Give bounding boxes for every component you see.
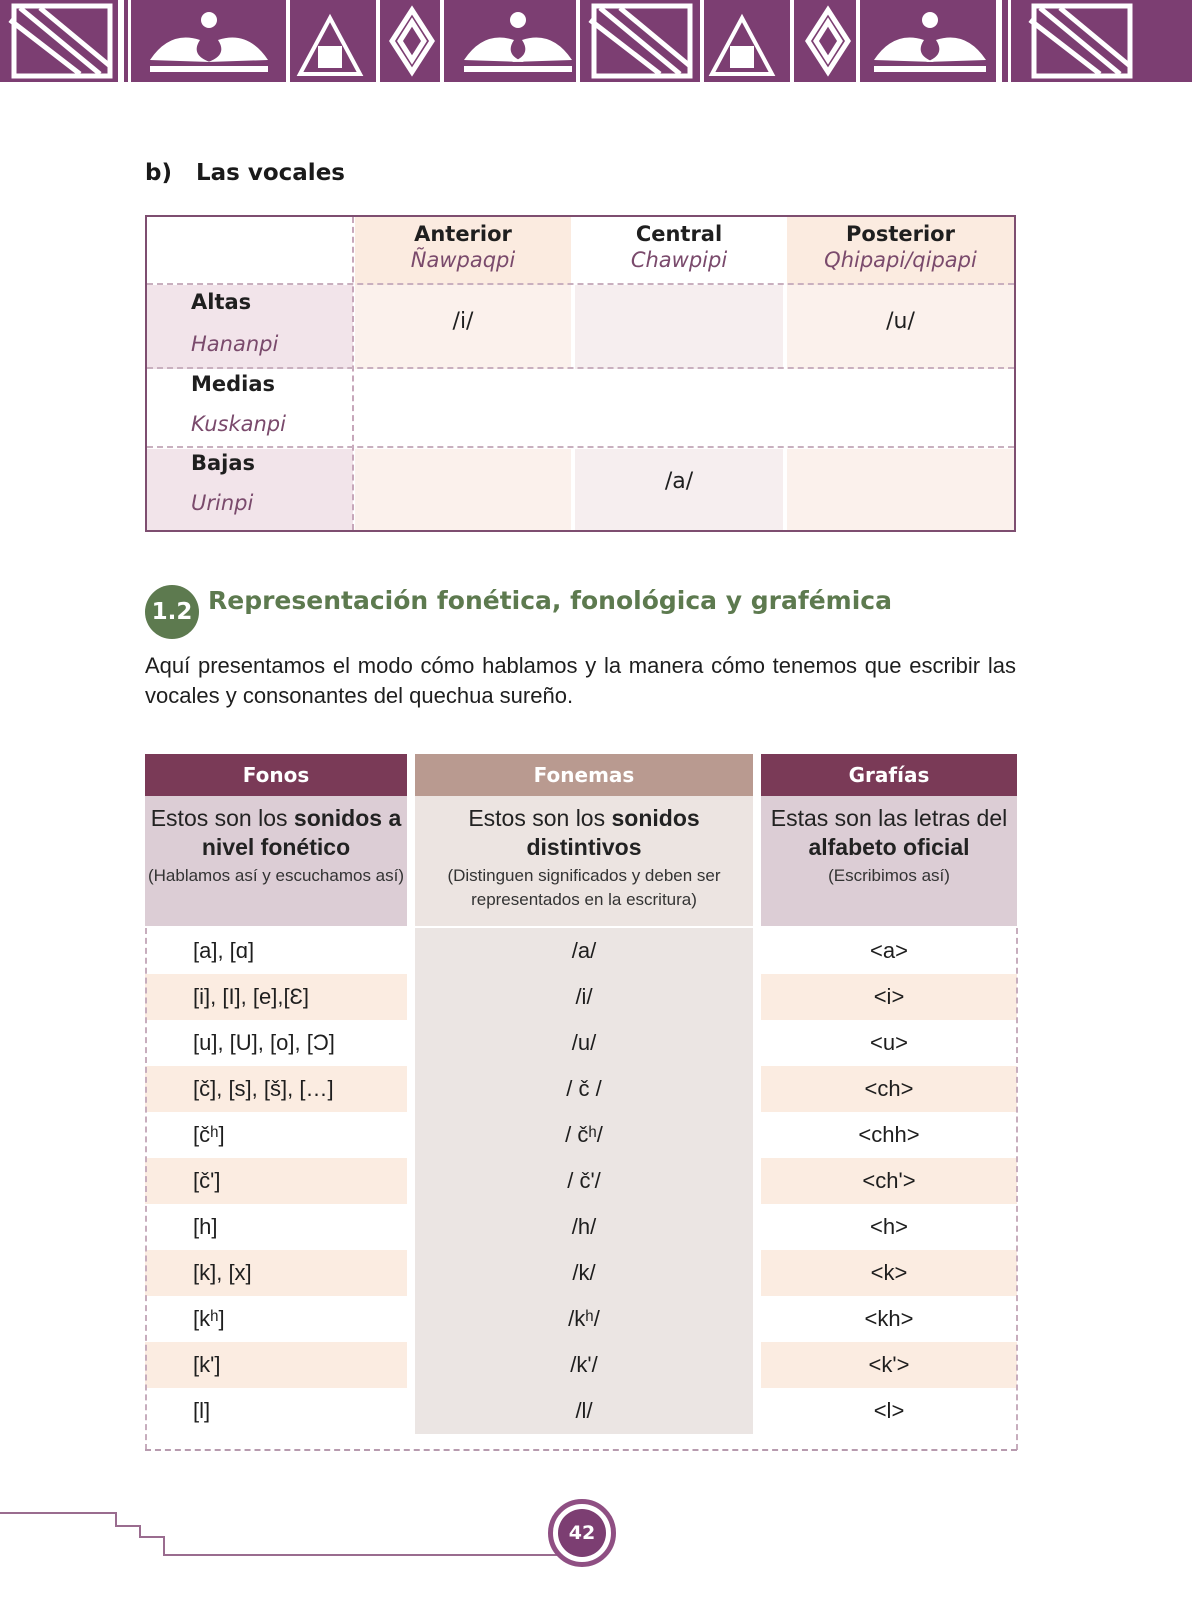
table-side-border [1016, 928, 1018, 1450]
table-row [145, 1112, 1017, 1158]
cell-bg [575, 285, 783, 369]
section-letter: b) [145, 160, 172, 186]
grafias-cell: <ch> [761, 1066, 1017, 1112]
column-header-qu: Ñawpaqpi [410, 248, 516, 272]
table-row [145, 974, 1017, 1020]
column-header-central [575, 217, 783, 273]
column-description-grafias [761, 796, 1017, 926]
table-row [145, 1250, 1017, 1296]
column-header-es: Posterior [846, 222, 955, 246]
fonemas-cell: /h/ [415, 1204, 753, 1250]
column-description-fonemas [415, 796, 753, 926]
fonemas-cell: /k/ [415, 1250, 753, 1296]
description-note: (Hablamos así y escuchamos así) [147, 866, 405, 885]
fonos-cell: [a], [ɑ] [145, 928, 407, 974]
column-description-fonos [145, 796, 407, 926]
fonos-cell: [č'] [145, 1158, 407, 1204]
footer-decoration [0, 1510, 600, 1560]
grafias-cell: <a> [761, 928, 1017, 974]
fonos-cell: [č], [s], [š], […] [145, 1066, 407, 1112]
row-label-bajas [191, 448, 255, 528]
grafias-cell: <u> [761, 1020, 1017, 1066]
column-header-qu: Chawpipi [630, 248, 728, 272]
table-row [145, 928, 1017, 974]
row-label-es: Altas [191, 290, 252, 314]
fonemas-cell: /u/ [415, 1020, 753, 1066]
page-number: 42 [558, 1509, 606, 1557]
row-label-es: Medias [191, 372, 276, 396]
fonos-cell: [k'] [145, 1342, 407, 1388]
description-note: (Distinguen significados y deben ser representados en la escritura) [447, 866, 721, 909]
row-label-qu: Urinpi [191, 491, 254, 515]
fonos-cell: [kʰ] [145, 1296, 407, 1342]
fonemas-cell: / čʰ/ [415, 1112, 753, 1158]
table-row [145, 1388, 1017, 1434]
decorative-banner [0, 0, 1192, 82]
row-label-es: Bajas [191, 451, 256, 475]
fonemas-cell: / č'/ [415, 1158, 753, 1204]
description-text [761, 804, 1017, 862]
vowels-table [145, 215, 1016, 532]
column-header-qu: Qhipapi/qipapi [824, 248, 977, 272]
table-row [145, 1342, 1017, 1388]
column-divider [352, 217, 354, 530]
grafias-cell: <h> [761, 1204, 1017, 1250]
description-pre: Estos son los [468, 805, 612, 831]
fonemas-cell: /l/ [415, 1388, 753, 1434]
section-title: Las vocales [195, 160, 345, 186]
grafias-cell: <k'> [761, 1342, 1017, 1388]
table-row [145, 1296, 1017, 1342]
fonemas-cell: /i/ [415, 974, 753, 1020]
textile-pattern-icon [0, 0, 1192, 82]
row-label-altas [191, 287, 278, 367]
section-number-badge: 1.2 [145, 585, 199, 639]
description-text [415, 804, 753, 862]
vowel-cell: /i/ [452, 309, 474, 334]
description-bold: sonidos distintivos [526, 805, 700, 860]
fonos-cell: [u], [U], [o], [Ɔ] [145, 1020, 407, 1066]
cell-bg [355, 449, 571, 530]
description-pre: Estas son las letras del [770, 805, 1008, 831]
grafias-cell: <k> [761, 1250, 1017, 1296]
column-header-posterior [787, 217, 1014, 273]
column-header-fonemas: Fonemas [415, 754, 753, 796]
description-bold: sonidos a nivel fonético [201, 805, 402, 860]
cell-bg [787, 449, 1014, 530]
column-header-es: Central [635, 222, 723, 246]
table-row [145, 1020, 1017, 1066]
grafias-cell: <ch'> [761, 1158, 1017, 1204]
fonemas-cell: /kʰ/ [415, 1296, 753, 1342]
description-pre: Estos son los [150, 805, 294, 831]
grafias-cell: <l> [761, 1388, 1017, 1434]
fonos-cell: [l] [145, 1388, 407, 1434]
table-side-border [145, 928, 147, 1450]
grafias-cell: <chh> [761, 1112, 1017, 1158]
description-note: (Escribimos así) [828, 866, 950, 885]
column-header-anterior [355, 217, 571, 273]
column-header-es: Anterior [414, 222, 512, 246]
intro-paragraph: Aquí presentamos el modo cómo hablamos y la manera cómo tenemos que escribir las vocales y consonantes del quechua sureño. [145, 653, 1016, 708]
grafias-cell: <kh> [761, 1296, 1017, 1342]
fonemas-cell: /k'/ [415, 1342, 753, 1388]
table-row [145, 1158, 1017, 1204]
row-label-qu: Kuskanpi [191, 412, 286, 436]
page-number-badge [548, 1499, 616, 1567]
fonemas-cell: / č / [415, 1066, 753, 1112]
section-title: Representación fonética, fonológica y grafémica [208, 586, 892, 615]
row-label-qu: Hananpi [191, 332, 279, 356]
fonemas-cell: /a/ [415, 928, 753, 974]
table-bottom-border [145, 1449, 1017, 1451]
vowel-cell: /a/ [664, 469, 694, 494]
description-text [145, 804, 407, 862]
column-header-grafias: Grafías [761, 754, 1017, 796]
vowel-cell: /u/ [886, 309, 915, 334]
section-heading-vowels [145, 160, 345, 186]
column-header-fonos: Fonos [145, 754, 407, 796]
grafias-cell: <i> [761, 974, 1017, 1020]
table-row [145, 1066, 1017, 1112]
row-label-medias [191, 369, 286, 447]
description-bold: alfabeto oficial [808, 834, 970, 860]
row-divider [147, 283, 1014, 285]
fonos-cell: [h] [145, 1204, 407, 1250]
fonos-cell: [čʰ] [145, 1112, 407, 1158]
table-row [145, 1204, 1017, 1250]
fonos-cell: [i], [I], [e],[Ɛ] [145, 974, 407, 1020]
fonos-cell: [k], [x] [145, 1250, 407, 1296]
